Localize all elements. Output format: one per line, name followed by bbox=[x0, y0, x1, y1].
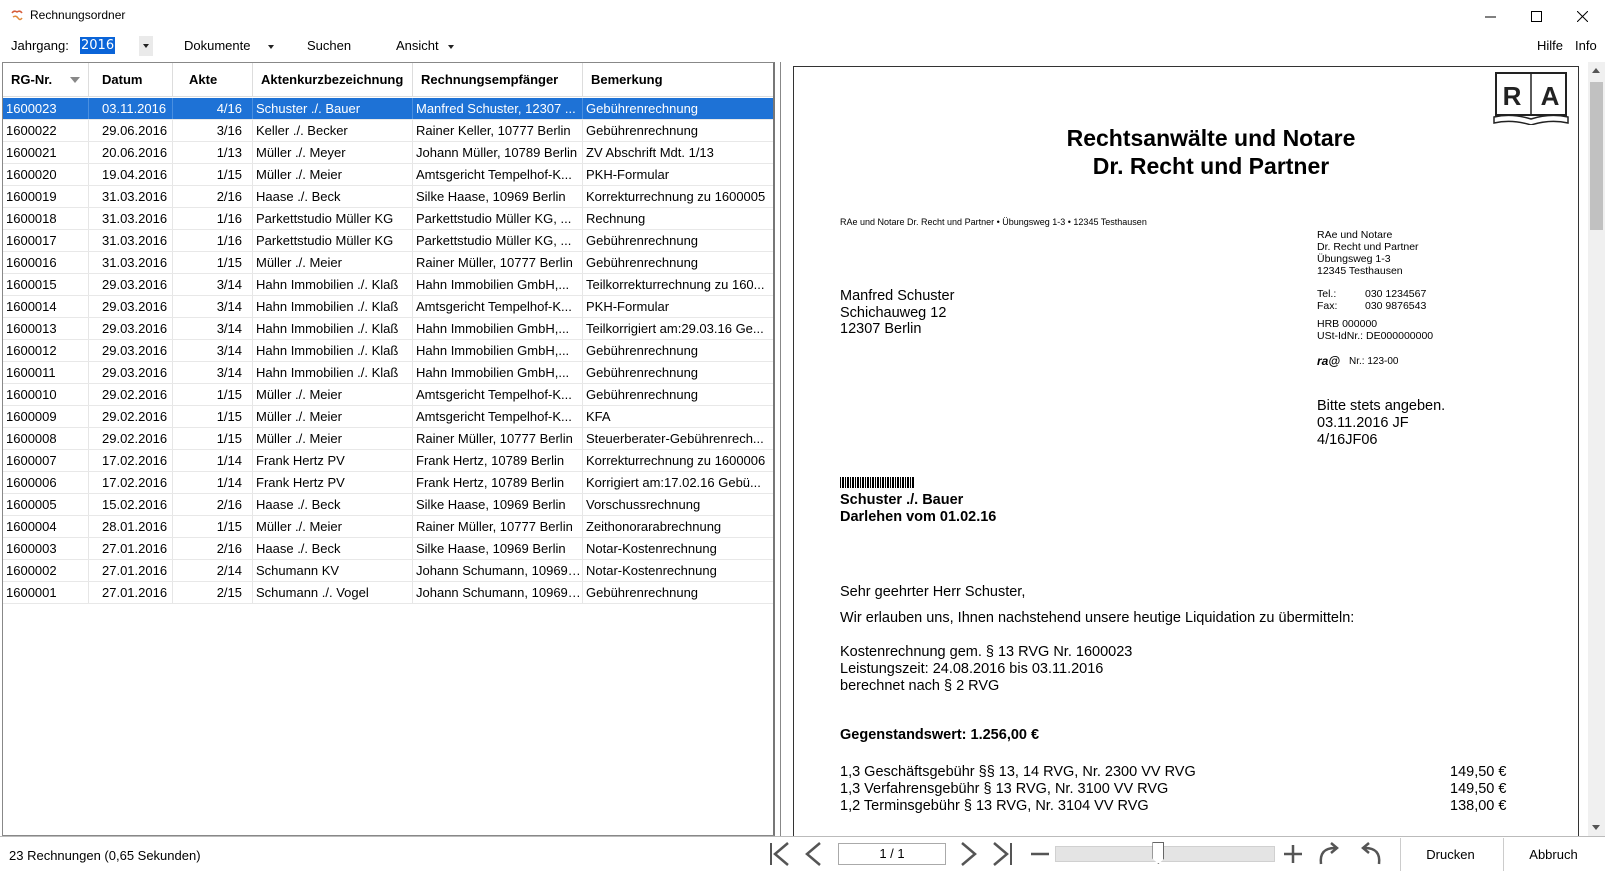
cell-datum: 29.03.2016 bbox=[89, 340, 173, 361]
cell-aktenkurzbezeichnung: Hahn Immobilien ./. Klaß bbox=[253, 296, 413, 317]
scroll-down-icon[interactable] bbox=[1592, 825, 1600, 830]
cell-rg-nr: 1600012 bbox=[3, 340, 89, 361]
cell-rechnungsempfaenger: Hahn Immobilien GmbH,... bbox=[413, 274, 583, 295]
ra-number: Nr.: 123-00 bbox=[1349, 356, 1399, 367]
cell-datum: 27.01.2016 bbox=[89, 560, 173, 581]
fax-value: 030 9876543 bbox=[1365, 300, 1427, 312]
cell-bemerkung: Korrekturrechnung zu 1600005 bbox=[583, 186, 775, 207]
cell-bemerkung: Korrigiert am:17.02.16 Gebü... bbox=[583, 472, 775, 493]
cell-rechnungsempfaenger: Silke Haase, 10969 Berlin bbox=[413, 494, 583, 515]
cell-rg-nr: 1600008 bbox=[3, 428, 89, 449]
table-row[interactable] bbox=[3, 274, 773, 296]
document-preview[interactable] bbox=[780, 62, 1605, 836]
table-row[interactable] bbox=[3, 208, 773, 230]
cell-akte: 2/15 bbox=[173, 582, 253, 603]
minimize-button[interactable] bbox=[1467, 0, 1513, 32]
menu-info[interactable]: Info bbox=[1575, 38, 1597, 53]
cell-akte: 3/14 bbox=[173, 340, 253, 361]
cell-aktenkurzbezeichnung: Müller ./. Meier bbox=[253, 406, 413, 427]
menu-help[interactable]: Hilfe bbox=[1537, 38, 1564, 53]
recipient-address bbox=[840, 288, 954, 338]
reference-file: 4/16JF06 bbox=[1317, 432, 1378, 448]
cell-akte: 1/15 bbox=[173, 384, 253, 405]
cell-aktenkurzbezeichnung: Schumann ./. Vogel bbox=[253, 582, 413, 603]
year-label: Jahrgang: bbox=[11, 38, 69, 53]
cell-rechnungsempfaenger: Hahn Immobilien GmbH,... bbox=[413, 318, 583, 339]
ra-logo bbox=[1492, 71, 1570, 125]
zoom-out-button[interactable] bbox=[1024, 839, 1056, 869]
minus-icon bbox=[1028, 842, 1052, 866]
side-address bbox=[1317, 229, 1419, 277]
cell-akte: 1/13 bbox=[173, 142, 253, 163]
table-row[interactable] bbox=[3, 142, 773, 164]
table-row[interactable] bbox=[3, 230, 773, 252]
cell-datum: 31.03.2016 bbox=[89, 230, 173, 251]
cell-aktenkurzbezeichnung: Hahn Immobilien ./. Klaß bbox=[253, 362, 413, 383]
table-row[interactable] bbox=[3, 340, 773, 362]
table-row[interactable] bbox=[3, 560, 773, 582]
cell-rechnungsempfaenger: Rainer Keller, 10777 Berlin bbox=[413, 120, 583, 141]
zoom-in-button[interactable] bbox=[1277, 839, 1309, 869]
recipient-line: Schichauweg 12 bbox=[840, 304, 947, 321]
table-header bbox=[3, 63, 773, 97]
table-row[interactable] bbox=[3, 450, 773, 472]
chevron-down-icon bbox=[143, 44, 149, 48]
cell-datum: 03.11.2016 bbox=[89, 98, 173, 119]
cell-rechnungsempfaenger: Frank Hertz, 10789 Berlin bbox=[413, 472, 583, 493]
cell-rechnungsempfaenger: Rainer Müller, 10777 Berlin bbox=[413, 428, 583, 449]
chevron-down-icon bbox=[268, 45, 274, 49]
cell-aktenkurzbezeichnung: Haase ./. Beck bbox=[253, 494, 413, 515]
cell-datum: 31.03.2016 bbox=[89, 252, 173, 273]
minimize-icon bbox=[1485, 11, 1496, 22]
cell-bemerkung: Gebührenrechnung bbox=[583, 120, 775, 141]
cell-akte: 2/16 bbox=[173, 494, 253, 515]
cell-aktenkurzbezeichnung: Hahn Immobilien ./. Klaß bbox=[253, 318, 413, 339]
rotate-left-icon bbox=[1357, 840, 1385, 868]
first-page-button[interactable] bbox=[764, 839, 796, 869]
fee-label: 1,3 Geschäftsgebühr §§ 13, 14 RVG, Nr. 2300 VV RVG bbox=[840, 764, 1196, 780]
column-header-rechnungsempfaenger[interactable]: Rechnungsempfänger bbox=[413, 63, 583, 97]
menu-documents[interactable]: Dokumente bbox=[184, 38, 251, 53]
ust-id: USt-IdNr.: DE000000000 bbox=[1317, 330, 1434, 342]
cell-aktenkurzbezeichnung: Parkettstudio Müller KG bbox=[253, 208, 413, 229]
cell-bemerkung: ZV Abschrift Mdt. 1/13 bbox=[583, 142, 775, 163]
intro-text: Wir erlauben uns, Ihnen nachstehend unsere heutige Liquidation zu übermitteln: bbox=[840, 610, 1355, 626]
cell-rechnungsempfaenger: Rainer Müller, 10777 Berlin bbox=[413, 252, 583, 273]
cell-aktenkurzbezeichnung: Parkettstudio Müller KG bbox=[253, 230, 413, 251]
side-address-line: 12345 Testhausen bbox=[1317, 265, 1403, 277]
cell-rg-nr: 1600004 bbox=[3, 516, 89, 537]
cell-rechnungsempfaenger: Silke Haase, 10969 Berlin bbox=[413, 186, 583, 207]
cell-akte: 1/15 bbox=[173, 428, 253, 449]
cell-rechnungsempfaenger: Manfred Schuster, 12307 ... bbox=[413, 98, 583, 119]
cell-akte: 4/16 bbox=[173, 98, 253, 119]
column-header-rg-nr[interactable]: RG-Nr. bbox=[3, 63, 89, 97]
reference-note: Bitte stets angeben. bbox=[1317, 398, 1446, 414]
chevron-down-icon bbox=[448, 45, 454, 49]
cell-aktenkurzbezeichnung: Haase ./. Beck bbox=[253, 538, 413, 559]
menu-bar bbox=[0, 34, 1605, 58]
column-header-akte[interactable]: Akte bbox=[173, 63, 253, 97]
cell-datum: 29.03.2016 bbox=[89, 318, 173, 339]
subject-line1: Schuster ./. Bauer bbox=[840, 492, 964, 508]
cell-aktenkurzbezeichnung: Haase ./. Beck bbox=[253, 186, 413, 207]
cell-rg-nr: 1600020 bbox=[3, 164, 89, 185]
cell-rg-nr: 1600009 bbox=[3, 406, 89, 427]
cell-aktenkurzbezeichnung: Müller ./. Meier bbox=[253, 252, 413, 273]
table-row[interactable] bbox=[3, 252, 773, 274]
table-row[interactable] bbox=[3, 186, 773, 208]
cell-akte: 1/16 bbox=[173, 230, 253, 251]
cell-bemerkung: Teilkorrigiert am:29.03.16 Ge... bbox=[583, 318, 775, 339]
logo-letter-a: A bbox=[1540, 81, 1560, 111]
cell-akte: 2/16 bbox=[173, 186, 253, 207]
first-page-icon bbox=[766, 840, 794, 868]
cell-rg-nr: 1600001 bbox=[3, 582, 89, 603]
table-row[interactable] bbox=[3, 582, 773, 604]
cell-aktenkurzbezeichnung: Müller ./. Meier bbox=[253, 428, 413, 449]
cell-bemerkung: PKH-Formular bbox=[583, 296, 775, 317]
table-row[interactable] bbox=[3, 494, 773, 516]
column-header-bemerkung[interactable]: Bemerkung bbox=[591, 72, 663, 87]
cell-aktenkurzbezeichnung: Frank Hertz PV bbox=[253, 450, 413, 471]
table-row[interactable] bbox=[3, 120, 773, 142]
fax-label: Fax: bbox=[1317, 300, 1338, 312]
cell-akte: 3/14 bbox=[173, 362, 253, 383]
print-button[interactable]: Drucken bbox=[1400, 838, 1500, 871]
cell-rg-nr: 1600019 bbox=[3, 186, 89, 207]
cell-bemerkung: Gebührenrechnung bbox=[583, 582, 775, 603]
fee-label: 1,2 Terminsgebühr § 13 RVG, Nr. 3104 VV RVG bbox=[840, 798, 1149, 814]
cell-rechnungsempfaenger: Hahn Immobilien GmbH,... bbox=[413, 340, 583, 361]
table-row[interactable] bbox=[3, 98, 773, 120]
cell-rg-nr: 1600006 bbox=[3, 472, 89, 493]
cell-rg-nr: 1600015 bbox=[3, 274, 89, 295]
cell-akte: 1/15 bbox=[173, 164, 253, 185]
cell-bemerkung: Gebührenrechnung bbox=[583, 252, 775, 273]
table-row[interactable] bbox=[3, 428, 773, 450]
cell-rechnungsempfaenger: Hahn Immobilien GmbH,... bbox=[413, 362, 583, 383]
cell-akte: 1/15 bbox=[173, 406, 253, 427]
cell-rg-nr: 1600007 bbox=[3, 450, 89, 471]
cancel-button[interactable]: Abbruch bbox=[1503, 838, 1603, 871]
cell-rg-nr: 1600013 bbox=[3, 318, 89, 339]
cell-datum: 29.02.2016 bbox=[89, 428, 173, 449]
cell-akte: 3/14 bbox=[173, 274, 253, 295]
cell-rechnungsempfaenger: Rainer Müller, 10777 Berlin bbox=[413, 516, 583, 537]
table-row[interactable] bbox=[3, 472, 773, 494]
cell-rg-nr: 1600022 bbox=[3, 120, 89, 141]
recipient-line: Manfred Schuster bbox=[840, 288, 955, 304]
cell-bemerkung: Vorschussrechnung bbox=[583, 494, 775, 515]
cell-datum: 29.03.2016 bbox=[89, 296, 173, 317]
cell-akte: 1/14 bbox=[173, 472, 253, 493]
logo-letter-r: R bbox=[1502, 81, 1522, 111]
column-header-aktenkurzbezeichnung[interactable]: Aktenkurzbezeichnung bbox=[253, 63, 413, 97]
cell-rechnungsempfaenger: Johann Schumann, 10969 ... bbox=[413, 560, 583, 581]
zoom-slider[interactable] bbox=[1055, 846, 1275, 862]
fee-amount: 138,00 € bbox=[1450, 798, 1507, 814]
scroll-up-icon[interactable] bbox=[1592, 68, 1600, 73]
close-button[interactable] bbox=[1559, 0, 1605, 32]
chevron-right-icon bbox=[954, 840, 982, 868]
cell-rechnungsempfaenger: Frank Hertz, 10789 Berlin bbox=[413, 450, 583, 471]
cell-akte: 1/15 bbox=[173, 516, 253, 537]
cell-akte: 2/16 bbox=[173, 538, 253, 559]
prev-page-button[interactable] bbox=[798, 839, 830, 869]
cell-bemerkung: Gebührenrechnung bbox=[583, 384, 775, 405]
cell-bemerkung: Gebührenrechnung bbox=[583, 340, 775, 361]
page-number-input[interactable]: 1 / 1 bbox=[838, 843, 946, 865]
cell-akte: 3/16 bbox=[173, 120, 253, 141]
table-row[interactable] bbox=[3, 296, 773, 318]
cell-aktenkurzbezeichnung: Müller ./. Meier bbox=[253, 164, 413, 185]
cell-akte: 1/14 bbox=[173, 450, 253, 471]
cell-aktenkurzbezeichnung: Schuster ./. Bauer bbox=[253, 98, 413, 119]
cell-rechnungsempfaenger: Johann Schumann, 10969 ... bbox=[413, 582, 583, 603]
cell-bemerkung: Notar-Kostenrechnung bbox=[583, 538, 775, 559]
menu-view[interactable]: Ansicht bbox=[396, 38, 439, 53]
value-line: Gegenstandswert: 1.256,00 € bbox=[840, 727, 1040, 743]
salutation: Sehr geehrter Herr Schuster, bbox=[840, 584, 1026, 600]
cell-datum: 29.03.2016 bbox=[89, 362, 173, 383]
maximize-button[interactable] bbox=[1513, 0, 1559, 32]
tel-value: 030 1234567 bbox=[1365, 288, 1427, 300]
rotate-right-icon bbox=[1315, 840, 1343, 868]
record-count: 23 Rechnungen (0,65 Sekunden) bbox=[9, 848, 201, 863]
cell-aktenkurzbezeichnung: Schumann KV bbox=[253, 560, 413, 581]
side-address-line: Übungsweg 1-3 bbox=[1317, 253, 1391, 265]
cell-bemerkung: KFA bbox=[583, 406, 775, 427]
table-row[interactable] bbox=[3, 164, 773, 186]
cell-akte: 3/14 bbox=[173, 318, 253, 339]
table-row[interactable] bbox=[3, 516, 773, 538]
table-row[interactable] bbox=[3, 362, 773, 384]
cell-rg-nr: 1600017 bbox=[3, 230, 89, 251]
cell-rg-nr: 1600011 bbox=[3, 362, 89, 383]
menu-search[interactable]: Suchen bbox=[307, 38, 352, 53]
year-dropdown-button[interactable] bbox=[139, 36, 153, 56]
table-row[interactable] bbox=[3, 384, 773, 406]
cell-rg-nr: 1600005 bbox=[3, 494, 89, 515]
table-body bbox=[3, 98, 773, 604]
cell-aktenkurzbezeichnung: Keller ./. Becker bbox=[253, 120, 413, 141]
cell-bemerkung: PKH-Formular bbox=[583, 164, 775, 185]
cell-rechnungsempfaenger: Parkettstudio Müller KG, ... bbox=[413, 208, 583, 229]
cell-datum: 17.02.2016 bbox=[89, 472, 173, 493]
last-page-icon bbox=[988, 840, 1016, 868]
cell-aktenkurzbezeichnung: Müller ./. Meier bbox=[253, 516, 413, 537]
cell-rechnungsempfaenger: Silke Haase, 10969 Berlin bbox=[413, 538, 583, 559]
cell-datum: 29.03.2016 bbox=[89, 274, 173, 295]
hrb: HRB 000000 bbox=[1317, 318, 1378, 330]
cell-datum: 15.02.2016 bbox=[89, 494, 173, 515]
cell-bemerkung: Gebührenrechnung bbox=[583, 362, 775, 383]
cell-bemerkung: Zeithonorarabrechnung bbox=[583, 516, 775, 537]
cell-datum: 17.02.2016 bbox=[89, 450, 173, 471]
cell-rechnungsempfaenger: Amtsgericht Tempelhof-K... bbox=[413, 296, 583, 317]
cell-rg-nr: 1600010 bbox=[3, 384, 89, 405]
cell-rg-nr: 1600002 bbox=[3, 560, 89, 581]
cell-aktenkurzbezeichnung: Frank Hertz PV bbox=[253, 472, 413, 493]
table-row[interactable] bbox=[3, 406, 773, 428]
cell-datum: 31.03.2016 bbox=[89, 208, 173, 229]
sort-desc-icon bbox=[70, 77, 80, 83]
maximize-icon bbox=[1531, 11, 1542, 22]
cell-datum: 27.01.2016 bbox=[89, 582, 173, 603]
cell-rg-nr: 1600014 bbox=[3, 296, 89, 317]
cell-datum: 20.06.2016 bbox=[89, 142, 173, 163]
fee-amount: 149,50 € bbox=[1450, 781, 1507, 797]
cell-datum: 31.03.2016 bbox=[89, 186, 173, 207]
ra-mark: ra@ bbox=[1317, 354, 1341, 368]
column-header-datum[interactable]: Datum bbox=[89, 63, 173, 97]
cell-rechnungsempfaenger: Parkettstudio Müller KG, ... bbox=[413, 230, 583, 251]
invoice-table[interactable] bbox=[2, 62, 775, 836]
cell-datum: 27.01.2016 bbox=[89, 538, 173, 559]
cell-bemerkung: Teilkorrekturrechnung zu 160... bbox=[583, 274, 775, 295]
subject-line2: Darlehen vom 01.02.16 bbox=[840, 509, 997, 525]
cell-aktenkurzbezeichnung: Müller ./. Meier bbox=[253, 384, 413, 405]
cell-aktenkurzbezeichnung: Hahn Immobilien ./. Klaß bbox=[253, 274, 413, 295]
next-page-button[interactable] bbox=[952, 839, 984, 869]
firm-name-line1: Rechtsanwälte und Notare bbox=[1066, 125, 1356, 151]
table-row[interactable] bbox=[3, 318, 773, 340]
close-icon bbox=[1577, 11, 1588, 22]
cell-aktenkurzbezeichnung: Müller ./. Meyer bbox=[253, 142, 413, 163]
scroll-thumb[interactable] bbox=[1590, 82, 1603, 230]
document-page bbox=[793, 66, 1579, 836]
sender-line: RAe und Notare Dr. Recht und Partner • Übungsweg 1-3 • 12345 Testhausen bbox=[840, 217, 1147, 227]
cell-rg-nr: 1600023 bbox=[3, 98, 89, 119]
cell-rechnungsempfaenger: Amtsgericht Tempelhof-K... bbox=[413, 384, 583, 405]
cell-rechnungsempfaenger: Amtsgericht Tempelhof-K... bbox=[413, 406, 583, 427]
cost-line: Leistungszeit: 24.08.2016 bis 03.11.2016 bbox=[840, 661, 1104, 677]
fee-label: 1,3 Verfahrensgebühr § 13 RVG, Nr. 3100 VV RVG bbox=[840, 781, 1169, 797]
rotate-left-button[interactable] bbox=[1355, 839, 1387, 869]
cell-datum: 29.06.2016 bbox=[89, 120, 173, 141]
recipient-line: 12307 Berlin bbox=[840, 321, 922, 337]
side-address-line: Dr. Recht und Partner bbox=[1317, 241, 1419, 253]
cell-datum: 29.02.2016 bbox=[89, 406, 173, 427]
side-address-line: RAe und Notare bbox=[1317, 229, 1393, 241]
firm-name-line2: Dr. Recht und Partner bbox=[1092, 153, 1330, 179]
chevron-left-icon bbox=[800, 840, 828, 868]
reference-date: 03.11.2016 JF bbox=[1317, 415, 1409, 431]
cost-line: Kostenrechnung gem. § 13 RVG Nr. 1600023 bbox=[840, 644, 1133, 660]
cell-rechnungsempfaenger: Johann Müller, 10789 Berlin bbox=[413, 142, 583, 163]
table-row[interactable] bbox=[3, 538, 773, 560]
plus-icon bbox=[1281, 842, 1305, 866]
cell-datum: 29.02.2016 bbox=[89, 384, 173, 405]
preview-scrollbar[interactable] bbox=[1588, 62, 1605, 836]
cell-akte: 1/15 bbox=[173, 252, 253, 273]
tel-label: Tel.: bbox=[1317, 288, 1337, 300]
last-page-button[interactable] bbox=[986, 839, 1018, 869]
rotate-right-button[interactable] bbox=[1313, 839, 1345, 869]
cell-rechnungsempfaenger: Amtsgericht Tempelhof-K... bbox=[413, 164, 583, 185]
fee-amount: 149,50 € bbox=[1450, 764, 1507, 780]
cell-aktenkurzbezeichnung: Hahn Immobilien ./. Klaß bbox=[253, 340, 413, 361]
cell-rg-nr: 1600016 bbox=[3, 252, 89, 273]
cell-bemerkung: Notar-Kostenrechnung bbox=[583, 560, 775, 581]
year-value[interactable]: 2016 bbox=[81, 38, 115, 53]
cell-rg-nr: 1600021 bbox=[3, 142, 89, 163]
app-icon bbox=[10, 9, 24, 23]
cell-bemerkung: Rechnung bbox=[583, 208, 775, 229]
cell-datum: 28.01.2016 bbox=[89, 516, 173, 537]
cell-akte: 2/14 bbox=[173, 560, 253, 581]
cell-bemerkung: Korrekturrechnung zu 1600006 bbox=[583, 450, 775, 471]
cell-bemerkung: Gebührenrechnung bbox=[583, 230, 775, 251]
barcode bbox=[840, 477, 914, 488]
window-title: Rechnungsordner bbox=[30, 8, 126, 22]
cell-rg-nr: 1600018 bbox=[3, 208, 89, 229]
title-bar bbox=[0, 0, 1605, 32]
cell-bemerkung: Gebührenrechnung bbox=[583, 98, 775, 119]
status-bar bbox=[0, 836, 1605, 871]
cell-rg-nr: 1600003 bbox=[3, 538, 89, 559]
cost-line: berechnet nach § 2 RVG bbox=[840, 678, 1000, 694]
cell-akte: 3/14 bbox=[173, 296, 253, 317]
cell-datum: 19.04.2016 bbox=[89, 164, 173, 185]
cell-akte: 1/16 bbox=[173, 208, 253, 229]
cell-bemerkung: Steuerberater-Gebührenrech... bbox=[583, 428, 775, 449]
